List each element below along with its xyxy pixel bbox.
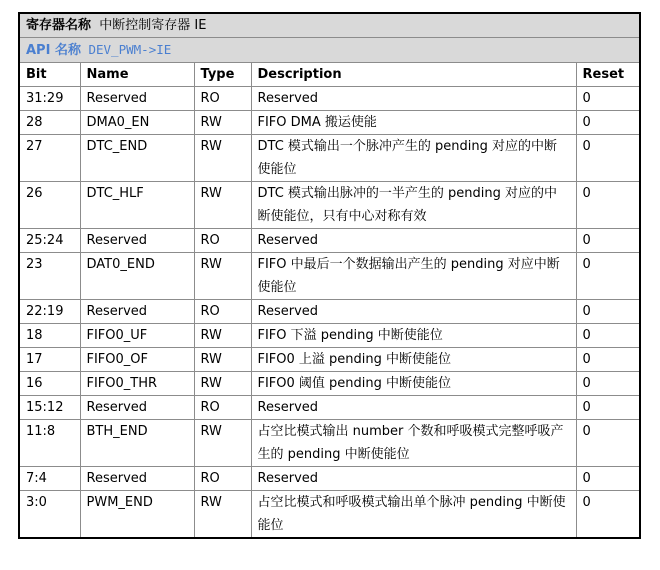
register-name-row [19,13,640,38]
name-cell: DTC_HLF [80,182,194,229]
name-cell: DTC_END [80,135,194,182]
description-cell: FIFO DMA 搬运使能 [251,111,576,135]
register-table [18,12,641,539]
name-cell: FIFO0_OF [80,348,194,372]
column-header-type: Type [194,63,251,87]
type-cell: RW [194,348,251,372]
bit-cell: 18 [19,324,80,348]
reset-cell: 0 [576,324,640,348]
bit-cell: 25:24 [19,229,80,253]
column-header-row [19,63,640,87]
type-cell: RW [194,253,251,300]
name-cell: BTH_END [80,420,194,467]
bit-cell: 28 [19,111,80,135]
description-cell: Reserved [251,467,576,491]
bit-cell: 17 [19,348,80,372]
bit-cell: 22:19 [19,300,80,324]
register-name-label: 寄存器名称 [26,18,92,33]
type-cell: RO [194,87,251,111]
type-cell: RW [194,372,251,396]
bit-cell: 16 [19,372,80,396]
description-cell: FIFO 中最后一个数据输出产生的 pending 对应中断使能位 [251,253,576,300]
table-row [19,348,640,372]
description-cell: 占空比模式输出 number 个数和呼吸模式完整呼吸产生的 pending 中断使能位 [251,420,576,467]
type-cell: RW [194,111,251,135]
description-cell: FIFO0 上溢 pending 中断使能位 [251,348,576,372]
table-row [19,253,640,300]
table-row [19,87,640,111]
table-row [19,229,640,253]
name-cell: FIFO0_UF [80,324,194,348]
register-name-value: 中断控制寄存器 IE [99,18,207,33]
bit-cell: 7:4 [19,467,80,491]
column-header-name: Name [80,63,194,87]
description-cell: FIFO0 阈值 pending 中断使能位 [251,372,576,396]
name-cell: PWM_END [80,491,194,539]
description-cell: Reserved [251,87,576,111]
table-row [19,372,640,396]
reset-cell: 0 [576,396,640,420]
type-cell: RW [194,420,251,467]
register-table-container [18,12,639,539]
type-cell: RO [194,229,251,253]
table-row [19,420,640,467]
reset-cell: 0 [576,300,640,324]
api-name-label: API 名称 [26,43,81,58]
bit-cell: 15:12 [19,396,80,420]
table-row [19,300,640,324]
description-cell: 占空比模式和呼吸模式输出单个脉冲 pending 中断使能位 [251,491,576,539]
bit-cell: 27 [19,135,80,182]
type-cell: RO [194,467,251,491]
name-cell: DAT0_END [80,253,194,300]
column-header-bit: Bit [19,63,80,87]
type-cell: RO [194,396,251,420]
name-cell: FIFO0_THR [80,372,194,396]
type-cell: RW [194,324,251,348]
description-cell: FIFO 下溢 pending 中断使能位 [251,324,576,348]
reset-cell: 0 [576,420,640,467]
reset-cell: 0 [576,135,640,182]
reset-cell: 0 [576,182,640,229]
register-name-cell [19,13,640,38]
bit-cell: 11:8 [19,420,80,467]
table-row [19,467,640,491]
name-cell: Reserved [80,300,194,324]
reset-cell: 0 [576,111,640,135]
reset-cell: 0 [576,348,640,372]
table-row [19,396,640,420]
reset-cell: 0 [576,229,640,253]
type-cell: RW [194,491,251,539]
description-cell: DTC 模式输出一个脉冲产生的 pending 对应的中断使能位 [251,135,576,182]
type-cell: RW [194,135,251,182]
name-cell: Reserved [80,87,194,111]
reset-cell: 0 [576,253,640,300]
reset-cell: 0 [576,372,640,396]
api-name-row [19,38,640,63]
name-cell: DMA0_EN [80,111,194,135]
name-cell: Reserved [80,396,194,420]
description-cell: DTC 模式输出脉冲的一半产生的 pending 对应的中断使能位，只有中心对称有效 [251,182,576,229]
type-cell: RO [194,300,251,324]
bit-cell: 23 [19,253,80,300]
description-cell: Reserved [251,396,576,420]
description-cell: Reserved [251,300,576,324]
table-row [19,324,640,348]
name-cell: Reserved [80,467,194,491]
table-row [19,111,640,135]
name-cell: Reserved [80,229,194,253]
bit-cell: 3:0 [19,491,80,539]
table-row [19,491,640,539]
type-cell: RW [194,182,251,229]
bit-cell: 26 [19,182,80,229]
bit-cell: 31:29 [19,87,80,111]
table-row [19,182,640,229]
reset-cell: 0 [576,491,640,539]
description-cell: Reserved [251,229,576,253]
api-name-cell [19,38,640,63]
reset-cell: 0 [576,87,640,111]
reset-cell: 0 [576,467,640,491]
table-row [19,135,640,182]
api-name-value: DEV_PWM->IE [88,42,172,57]
column-header-description: Description [251,63,576,87]
column-header-reset: Reset [576,63,640,87]
